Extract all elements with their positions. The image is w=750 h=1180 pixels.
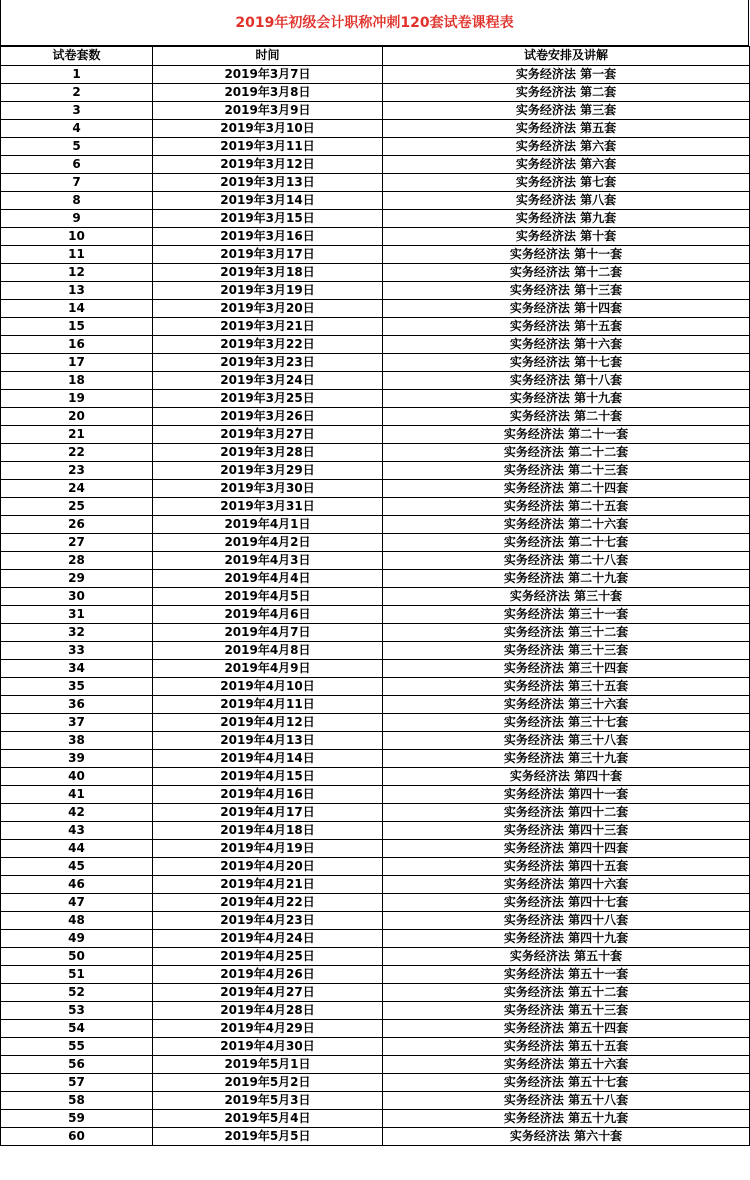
header-time: 时间 [153, 47, 383, 66]
cell-set-number: 18 [1, 371, 153, 389]
cell-set-number: 20 [1, 407, 153, 425]
cell-arrangement: 实务经济法 第五套 [383, 119, 750, 137]
cell-arrangement: 实务经济法 第五十六套 [383, 1055, 750, 1073]
cell-date: 2019年3月15日 [153, 209, 383, 227]
cell-date: 2019年3月22日 [153, 335, 383, 353]
table-row [1, 551, 750, 569]
cell-set-number: 54 [1, 1019, 153, 1037]
cell-date: 2019年3月16日 [153, 227, 383, 245]
cell-set-number: 41 [1, 785, 153, 803]
table-row [1, 407, 750, 425]
cell-arrangement: 实务经济法 第二十五套 [383, 497, 750, 515]
cell-arrangement: 实务经济法 第二十三套 [383, 461, 750, 479]
cell-set-number: 1 [1, 65, 153, 83]
cell-set-number: 59 [1, 1109, 153, 1127]
cell-set-number: 50 [1, 947, 153, 965]
cell-arrangement: 实务经济法 第十一套 [383, 245, 750, 263]
table-row [1, 353, 750, 371]
cell-arrangement: 实务经济法 第四十三套 [383, 821, 750, 839]
cell-date: 2019年4月24日 [153, 929, 383, 947]
cell-set-number: 23 [1, 461, 153, 479]
cell-arrangement: 实务经济法 第四十五套 [383, 857, 750, 875]
table-row [1, 263, 750, 281]
cell-set-number: 14 [1, 299, 153, 317]
cell-date: 2019年4月19日 [153, 839, 383, 857]
cell-date: 2019年5月4日 [153, 1109, 383, 1127]
cell-set-number: 27 [1, 533, 153, 551]
cell-set-number: 9 [1, 209, 153, 227]
table-row [1, 209, 750, 227]
table-row [1, 371, 750, 389]
cell-set-number: 19 [1, 389, 153, 407]
cell-arrangement: 实务经济法 第七套 [383, 173, 750, 191]
table-row [1, 947, 750, 965]
cell-arrangement: 实务经济法 第二十一套 [383, 425, 750, 443]
cell-set-number: 13 [1, 281, 153, 299]
cell-date: 2019年3月18日 [153, 263, 383, 281]
cell-date: 2019年4月22日 [153, 893, 383, 911]
cell-arrangement: 实务经济法 第四十套 [383, 767, 750, 785]
cell-date: 2019年3月8日 [153, 83, 383, 101]
cell-arrangement: 实务经济法 第六十套 [383, 1127, 750, 1145]
cell-date: 2019年4月27日 [153, 983, 383, 1001]
cell-date: 2019年4月28日 [153, 1001, 383, 1019]
cell-set-number: 10 [1, 227, 153, 245]
cell-arrangement: 实务经济法 第二套 [383, 83, 750, 101]
table-body [1, 47, 750, 1146]
cell-date: 2019年3月13日 [153, 173, 383, 191]
cell-date: 2019年4月14日 [153, 749, 383, 767]
cell-set-number: 53 [1, 1001, 153, 1019]
table-row [1, 911, 750, 929]
cell-date: 2019年4月10日 [153, 677, 383, 695]
table-row [1, 731, 750, 749]
cell-set-number: 46 [1, 875, 153, 893]
cell-set-number: 57 [1, 1073, 153, 1091]
cell-date: 2019年3月17日 [153, 245, 383, 263]
cell-arrangement: 实务经济法 第三十八套 [383, 731, 750, 749]
cell-date: 2019年3月12日 [153, 155, 383, 173]
cell-set-number: 49 [1, 929, 153, 947]
cell-set-number: 40 [1, 767, 153, 785]
cell-date: 2019年4月2日 [153, 533, 383, 551]
table-row [1, 119, 750, 137]
table-row [1, 83, 750, 101]
cell-date: 2019年3月21日 [153, 317, 383, 335]
cell-arrangement: 实务经济法 第十八套 [383, 371, 750, 389]
cell-set-number: 2 [1, 83, 153, 101]
table-row [1, 875, 750, 893]
cell-set-number: 11 [1, 245, 153, 263]
cell-arrangement: 实务经济法 第五十九套 [383, 1109, 750, 1127]
table-row [1, 767, 750, 785]
cell-set-number: 42 [1, 803, 153, 821]
cell-set-number: 7 [1, 173, 153, 191]
cell-arrangement: 实务经济法 第八套 [383, 191, 750, 209]
cell-date: 2019年4月1日 [153, 515, 383, 533]
cell-arrangement: 实务经济法 第三套 [383, 101, 750, 119]
cell-date: 2019年4月4日 [153, 569, 383, 587]
table-row [1, 1109, 750, 1127]
table-row [1, 299, 750, 317]
table-row [1, 533, 750, 551]
cell-date: 2019年4月11日 [153, 695, 383, 713]
table-row [1, 749, 750, 767]
cell-arrangement: 实务经济法 第五十套 [383, 947, 750, 965]
cell-set-number: 21 [1, 425, 153, 443]
table-row [1, 443, 750, 461]
cell-set-number: 39 [1, 749, 153, 767]
cell-date: 2019年3月25日 [153, 389, 383, 407]
table-row [1, 515, 750, 533]
cell-date: 2019年4月20日 [153, 857, 383, 875]
cell-arrangement: 实务经济法 第六套 [383, 137, 750, 155]
table-row [1, 1127, 750, 1145]
cell-date: 2019年5月3日 [153, 1091, 383, 1109]
cell-date: 2019年4月15日 [153, 767, 383, 785]
cell-arrangement: 实务经济法 第三十套 [383, 587, 750, 605]
cell-arrangement: 实务经济法 第四十九套 [383, 929, 750, 947]
cell-arrangement: 实务经济法 第三十三套 [383, 641, 750, 659]
cell-arrangement: 实务经济法 第三十六套 [383, 695, 750, 713]
table-row [1, 479, 750, 497]
table-row [1, 659, 750, 677]
table-row [1, 677, 750, 695]
table-row [1, 965, 750, 983]
cell-arrangement: 实务经济法 第四十四套 [383, 839, 750, 857]
cell-set-number: 25 [1, 497, 153, 515]
cell-arrangement: 实务经济法 第十三套 [383, 281, 750, 299]
cell-set-number: 22 [1, 443, 153, 461]
cell-set-number: 30 [1, 587, 153, 605]
cell-arrangement: 实务经济法 第四十八套 [383, 911, 750, 929]
cell-set-number: 52 [1, 983, 153, 1001]
cell-set-number: 5 [1, 137, 153, 155]
cell-set-number: 51 [1, 965, 153, 983]
table-row [1, 821, 750, 839]
cell-arrangement: 实务经济法 第三十二套 [383, 623, 750, 641]
cell-arrangement: 实务经济法 第三十五套 [383, 677, 750, 695]
cell-date: 2019年4月30日 [153, 1037, 383, 1055]
cell-arrangement: 实务经济法 第五十八套 [383, 1091, 750, 1109]
table-row [1, 1073, 750, 1091]
cell-set-number: 8 [1, 191, 153, 209]
cell-arrangement: 实务经济法 第四十一套 [383, 785, 750, 803]
cell-set-number: 48 [1, 911, 153, 929]
cell-set-number: 6 [1, 155, 153, 173]
cell-set-number: 45 [1, 857, 153, 875]
header-row [1, 47, 750, 66]
table-row [1, 389, 750, 407]
cell-date: 2019年3月7日 [153, 65, 383, 83]
cell-set-number: 44 [1, 839, 153, 857]
cell-set-number: 12 [1, 263, 153, 281]
cell-date: 2019年3月26日 [153, 407, 383, 425]
cell-arrangement: 实务经济法 第五十七套 [383, 1073, 750, 1091]
cell-arrangement: 实务经济法 第三十七套 [383, 713, 750, 731]
table-row [1, 425, 750, 443]
cell-set-number: 26 [1, 515, 153, 533]
cell-date: 2019年5月1日 [153, 1055, 383, 1073]
table-row [1, 713, 750, 731]
cell-arrangement: 实务经济法 第二十七套 [383, 533, 750, 551]
cell-set-number: 36 [1, 695, 153, 713]
table-row [1, 461, 750, 479]
cell-arrangement: 实务经济法 第十六套 [383, 335, 750, 353]
table-row [1, 191, 750, 209]
cell-date: 2019年4月3日 [153, 551, 383, 569]
table-row [1, 839, 750, 857]
cell-date: 2019年4月17日 [153, 803, 383, 821]
cell-date: 2019年3月31日 [153, 497, 383, 515]
cell-date: 2019年4月7日 [153, 623, 383, 641]
cell-set-number: 35 [1, 677, 153, 695]
table-row [1, 137, 750, 155]
cell-arrangement: 实务经济法 第五十五套 [383, 1037, 750, 1055]
table-row [1, 857, 750, 875]
table-row [1, 227, 750, 245]
cell-arrangement: 实务经济法 第一套 [383, 65, 750, 83]
table-row [1, 335, 750, 353]
cell-date: 2019年3月28日 [153, 443, 383, 461]
header-arrangement: 试卷安排及讲解 [383, 47, 750, 66]
cell-date: 2019年4月12日 [153, 713, 383, 731]
cell-date: 2019年5月5日 [153, 1127, 383, 1145]
cell-arrangement: 实务经济法 第四十七套 [383, 893, 750, 911]
cell-date: 2019年3月9日 [153, 101, 383, 119]
table-row [1, 1091, 750, 1109]
cell-date: 2019年4月18日 [153, 821, 383, 839]
cell-arrangement: 实务经济法 第五十一套 [383, 965, 750, 983]
cell-date: 2019年3月14日 [153, 191, 383, 209]
table-row [1, 101, 750, 119]
cell-set-number: 29 [1, 569, 153, 587]
table-row [1, 65, 750, 83]
header-set-count: 试卷套数 [1, 47, 153, 66]
cell-date: 2019年3月29日 [153, 461, 383, 479]
cell-arrangement: 实务经济法 第二十八套 [383, 551, 750, 569]
table-row [1, 173, 750, 191]
schedule-table [0, 46, 750, 1146]
cell-date: 2019年3月23日 [153, 353, 383, 371]
cell-set-number: 58 [1, 1091, 153, 1109]
table-row [1, 1037, 750, 1055]
cell-date: 2019年4月21日 [153, 875, 383, 893]
cell-date: 2019年3月10日 [153, 119, 383, 137]
cell-arrangement: 实务经济法 第二十二套 [383, 443, 750, 461]
cell-date: 2019年3月20日 [153, 299, 383, 317]
cell-date: 2019年4月16日 [153, 785, 383, 803]
cell-date: 2019年3月27日 [153, 425, 383, 443]
table-row [1, 155, 750, 173]
cell-set-number: 60 [1, 1127, 153, 1145]
table-row [1, 1019, 750, 1037]
cell-date: 2019年4月23日 [153, 911, 383, 929]
cell-set-number: 31 [1, 605, 153, 623]
table-row [1, 695, 750, 713]
cell-arrangement: 实务经济法 第四十六套 [383, 875, 750, 893]
sheet-title: 2019年初级会计职称冲刺120套试卷课程表 [0, 0, 749, 46]
table-row [1, 641, 750, 659]
cell-arrangement: 实务经济法 第二十九套 [383, 569, 750, 587]
cell-set-number: 47 [1, 893, 153, 911]
cell-set-number: 28 [1, 551, 153, 569]
cell-arrangement: 实务经济法 第九套 [383, 209, 750, 227]
cell-date: 2019年3月19日 [153, 281, 383, 299]
table-row [1, 929, 750, 947]
cell-set-number: 3 [1, 101, 153, 119]
cell-arrangement: 实务经济法 第五十三套 [383, 1001, 750, 1019]
cell-set-number: 34 [1, 659, 153, 677]
cell-arrangement: 实务经济法 第四十二套 [383, 803, 750, 821]
cell-set-number: 17 [1, 353, 153, 371]
cell-date: 2019年3月24日 [153, 371, 383, 389]
cell-set-number: 24 [1, 479, 153, 497]
table-row [1, 893, 750, 911]
table-row [1, 1001, 750, 1019]
cell-date: 2019年4月8日 [153, 641, 383, 659]
cell-date: 2019年4月29日 [153, 1019, 383, 1037]
cell-set-number: 15 [1, 317, 153, 335]
table-row [1, 983, 750, 1001]
cell-arrangement: 实务经济法 第五十四套 [383, 1019, 750, 1037]
table-row [1, 245, 750, 263]
cell-arrangement: 实务经济法 第三十九套 [383, 749, 750, 767]
cell-set-number: 16 [1, 335, 153, 353]
cell-arrangement: 实务经济法 第五十二套 [383, 983, 750, 1001]
table-row [1, 281, 750, 299]
cell-set-number: 55 [1, 1037, 153, 1055]
cell-set-number: 4 [1, 119, 153, 137]
cell-date: 2019年4月6日 [153, 605, 383, 623]
cell-arrangement: 实务经济法 第十四套 [383, 299, 750, 317]
cell-set-number: 38 [1, 731, 153, 749]
cell-arrangement: 实务经济法 第十套 [383, 227, 750, 245]
cell-arrangement: 实务经济法 第二十六套 [383, 515, 750, 533]
cell-arrangement: 实务经济法 第六套 [383, 155, 750, 173]
cell-date: 2019年4月25日 [153, 947, 383, 965]
cell-arrangement: 实务经济法 第十五套 [383, 317, 750, 335]
cell-arrangement: 实务经济法 第二十套 [383, 407, 750, 425]
cell-date: 2019年4月9日 [153, 659, 383, 677]
cell-set-number: 37 [1, 713, 153, 731]
table-row [1, 605, 750, 623]
cell-set-number: 43 [1, 821, 153, 839]
cell-set-number: 33 [1, 641, 153, 659]
table-row [1, 587, 750, 605]
table-row [1, 785, 750, 803]
cell-arrangement: 实务经济法 第三十一套 [383, 605, 750, 623]
cell-arrangement: 实务经济法 第十九套 [383, 389, 750, 407]
cell-arrangement: 实务经济法 第十七套 [383, 353, 750, 371]
cell-arrangement: 实务经济法 第三十四套 [383, 659, 750, 677]
cell-set-number: 56 [1, 1055, 153, 1073]
table-row [1, 317, 750, 335]
cell-date: 2019年5月2日 [153, 1073, 383, 1091]
cell-set-number: 32 [1, 623, 153, 641]
table-row [1, 803, 750, 821]
cell-date: 2019年3月30日 [153, 479, 383, 497]
cell-arrangement: 实务经济法 第二十四套 [383, 479, 750, 497]
cell-date: 2019年4月26日 [153, 965, 383, 983]
table-row [1, 1055, 750, 1073]
table-row [1, 497, 750, 515]
cell-date: 2019年4月13日 [153, 731, 383, 749]
table-row [1, 623, 750, 641]
cell-arrangement: 实务经济法 第十二套 [383, 263, 750, 281]
cell-date: 2019年4月5日 [153, 587, 383, 605]
table-row [1, 569, 750, 587]
cell-date: 2019年3月11日 [153, 137, 383, 155]
